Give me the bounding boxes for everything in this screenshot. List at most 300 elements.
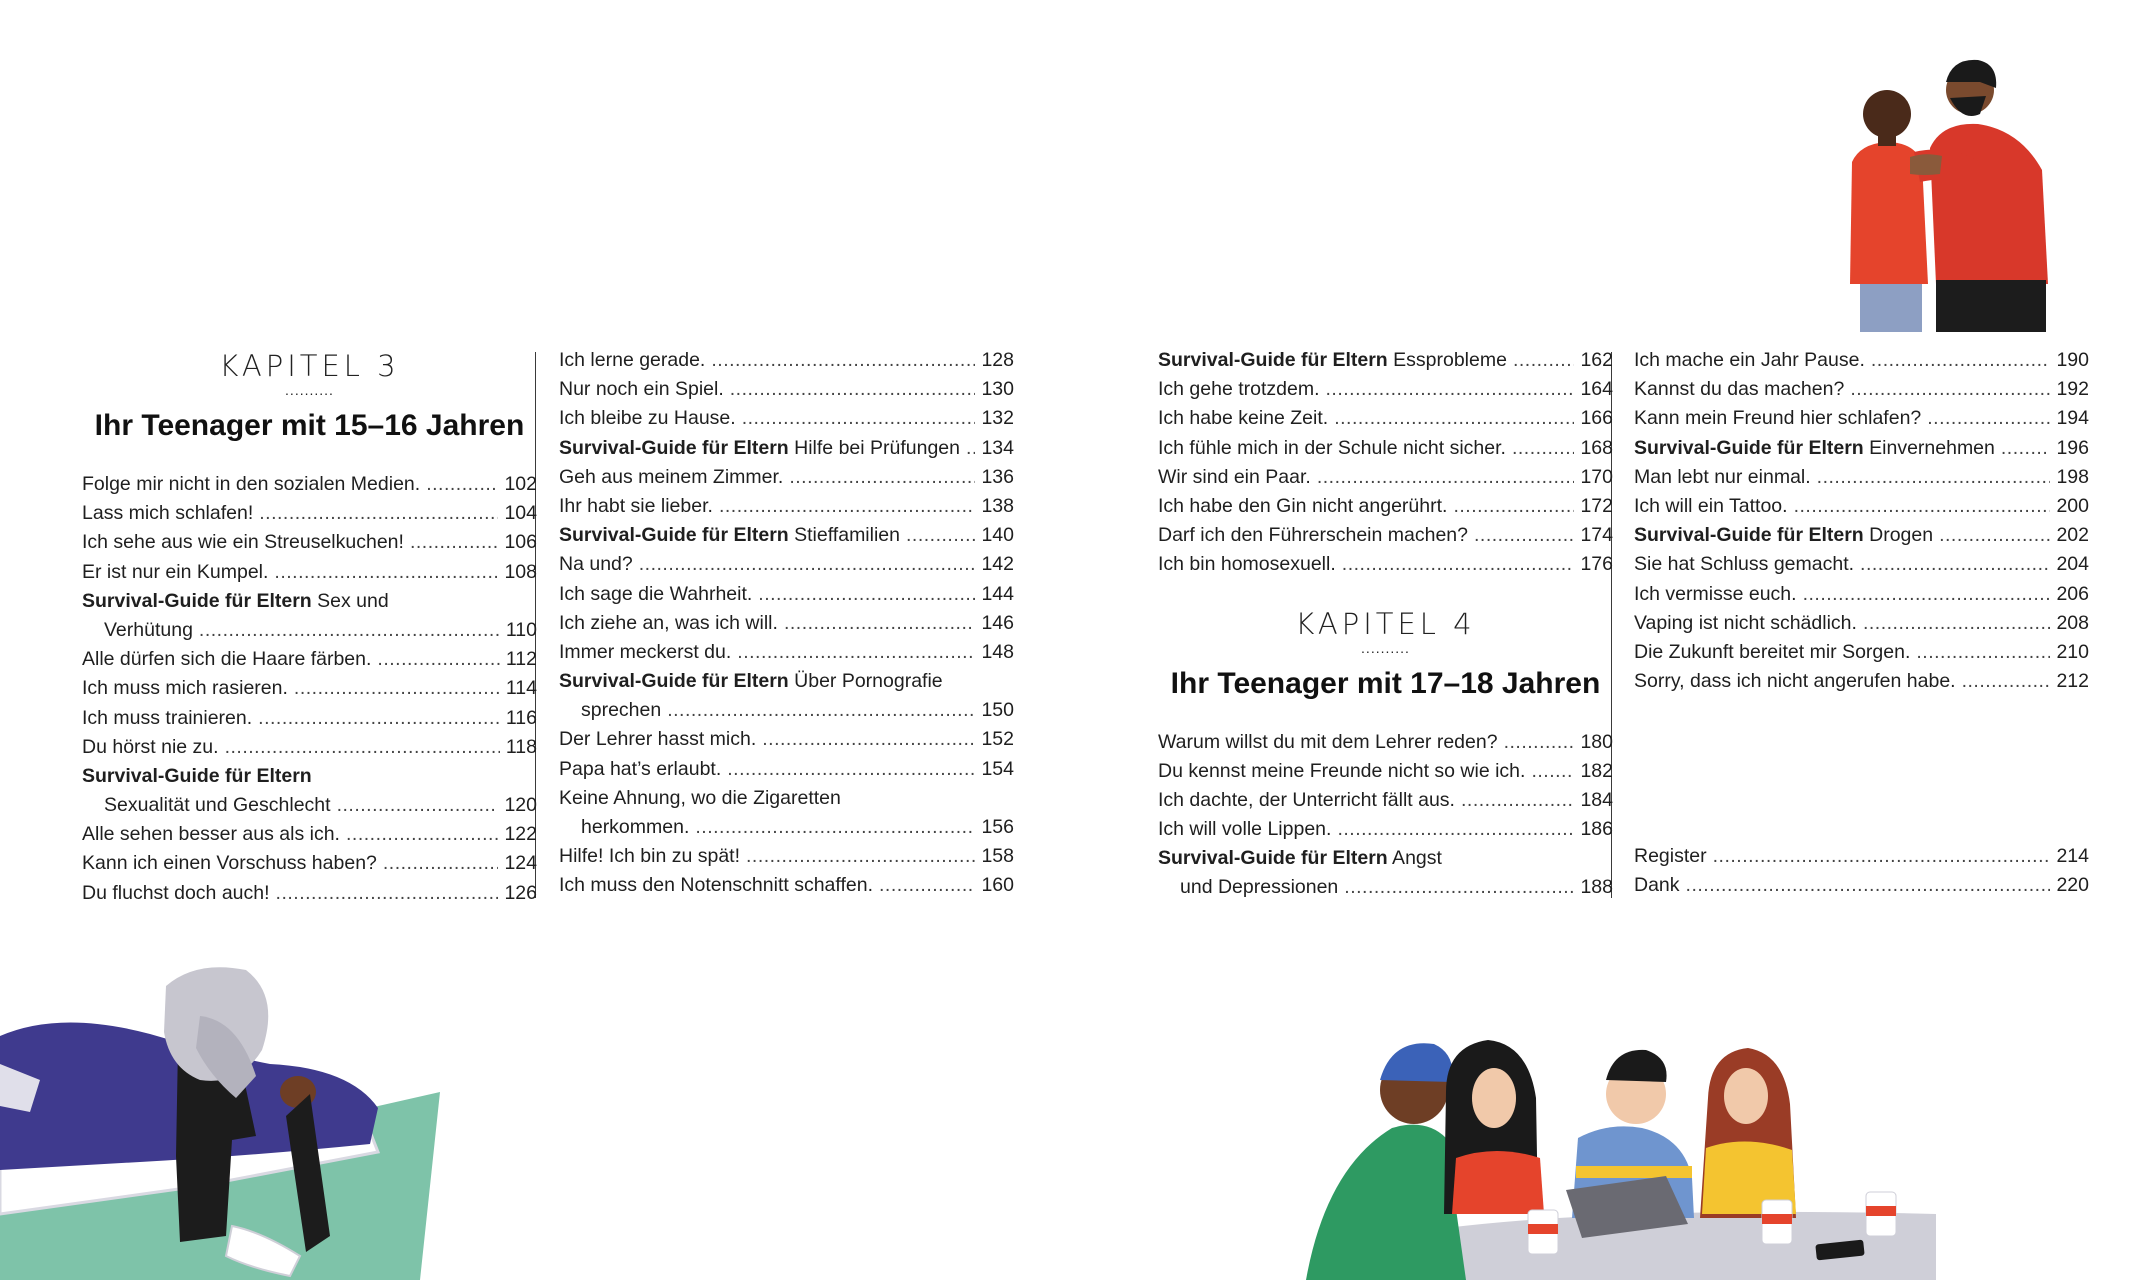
leader-dots bbox=[737, 638, 975, 667]
toc-entry-title bbox=[82, 791, 331, 820]
leader-dots bbox=[784, 609, 976, 638]
toc-entry-title bbox=[1158, 346, 1507, 375]
toc-column-3 bbox=[1158, 346, 1613, 903]
toc-entry-text: Du hörst nie zu. bbox=[82, 735, 219, 758]
toc-entry-text: Er ist nur ein Kumpel. bbox=[82, 560, 269, 583]
toc-entry bbox=[1158, 434, 1613, 463]
toc-entry bbox=[1634, 871, 2089, 900]
toc-entry-text: Ich ziehe an, was ich will. bbox=[559, 611, 778, 634]
toc-entry-title bbox=[82, 733, 219, 762]
toc-entry-title bbox=[559, 404, 736, 433]
leader-dots bbox=[1871, 346, 2051, 375]
toc-page-number: 164 bbox=[1580, 378, 1613, 401]
toc-entry-title bbox=[559, 375, 724, 404]
leader-dots bbox=[719, 492, 976, 521]
toc-entry bbox=[559, 638, 1014, 667]
toc-entry bbox=[559, 609, 1014, 638]
leader-dots bbox=[789, 463, 975, 492]
toc-page-number: 170 bbox=[1580, 465, 1613, 488]
toc-entry-text: Ich fühle mich in der Schule nicht sicher. bbox=[1158, 436, 1506, 459]
toc-entry-title bbox=[559, 667, 943, 696]
leader-dots bbox=[276, 879, 499, 908]
toc-entry-text: und Depressionen bbox=[1180, 876, 1339, 899]
toc-entry bbox=[82, 674, 537, 703]
toc-page-number: 210 bbox=[2056, 640, 2089, 663]
toc-entry-title bbox=[1634, 375, 1844, 404]
toc-entry-text: Na und? bbox=[559, 553, 633, 576]
toc-entry-text: Ich dachte, der Unterricht fällt aus. bbox=[1158, 788, 1455, 811]
toc-column-2 bbox=[559, 346, 1014, 901]
toc-entry-text: Ich vermisse euch. bbox=[1634, 582, 1797, 605]
leader-dots bbox=[1927, 404, 2050, 433]
toc-entry-text: Die Zukunft bereitet mir Sorgen. bbox=[1634, 640, 1911, 663]
toc-entry bbox=[1158, 375, 1613, 404]
toc-page-number: 200 bbox=[2056, 494, 2089, 517]
toc-entry bbox=[559, 492, 1014, 521]
toc-entry bbox=[559, 434, 1014, 463]
toc-entry bbox=[82, 820, 537, 849]
toc-entry bbox=[559, 813, 1014, 842]
toc-entry bbox=[1158, 404, 1613, 433]
toc-entry bbox=[1634, 667, 2089, 696]
leader-dots bbox=[225, 733, 500, 762]
toc-page-number: 162 bbox=[1580, 349, 1613, 371]
toc-page-number: 166 bbox=[1580, 407, 1613, 430]
toc-page-number: 204 bbox=[2056, 553, 2089, 576]
toc-page-number: 168 bbox=[1580, 436, 1613, 459]
toc-entry-title bbox=[1634, 667, 1956, 696]
toc-page-number: 174 bbox=[1580, 524, 1613, 547]
toc-entry-title bbox=[1634, 842, 1707, 871]
toc-entry bbox=[559, 521, 1014, 550]
toc-entry bbox=[1634, 609, 2089, 638]
toc-entry-text: Geh aus meinem Zimmer. bbox=[559, 465, 784, 488]
leader-dots bbox=[1850, 375, 2050, 404]
leader-dots bbox=[1962, 667, 2051, 696]
toc-entry-title bbox=[1634, 404, 1921, 433]
toc-entry bbox=[559, 755, 1014, 784]
chapter-3-title: Ihr Teenager mit 15–16 Jahren bbox=[94, 409, 525, 442]
toc-page-number: 138 bbox=[981, 494, 1014, 517]
leader-dots bbox=[1512, 434, 1575, 463]
toc-entry bbox=[559, 696, 1014, 725]
toc-entry bbox=[559, 404, 1014, 433]
toc-entry-title bbox=[559, 842, 740, 871]
toc-entry-title bbox=[559, 871, 873, 900]
toc-entry bbox=[1158, 815, 1613, 844]
toc-entry bbox=[82, 499, 537, 528]
toc-page-number: 126 bbox=[504, 881, 537, 904]
toc-page-number: 146 bbox=[981, 611, 1014, 634]
toc-entry bbox=[559, 725, 1014, 754]
toc-entry-text: Der Lehrer hasst mich. bbox=[559, 728, 757, 751]
toc-entry bbox=[1634, 463, 2089, 492]
leader-dots bbox=[1342, 550, 1575, 579]
toc-entry-title bbox=[1158, 404, 1328, 433]
toc-page-number: 192 bbox=[2056, 378, 2089, 401]
toc-entry-text: Stieffamilien bbox=[788, 524, 900, 547]
toc-page-number: 120 bbox=[504, 794, 537, 817]
toc-entry-title bbox=[1158, 757, 1525, 786]
toc-page-number: 128 bbox=[981, 349, 1014, 371]
toc-entry-title bbox=[1158, 521, 1468, 550]
toc-entry bbox=[1158, 346, 1613, 375]
toc-entry bbox=[559, 346, 1014, 375]
toc-page-number: 172 bbox=[1580, 494, 1613, 517]
leader-dots bbox=[199, 616, 500, 645]
leader-dots bbox=[742, 404, 976, 433]
leader-dots bbox=[746, 842, 975, 871]
toc-entry-text: Kann mein Freund hier schlafen? bbox=[1634, 407, 1922, 430]
chapter-4-entries bbox=[1158, 728, 1613, 903]
toc-entry-title bbox=[1158, 815, 1331, 844]
toc-page-number: 160 bbox=[981, 874, 1014, 897]
toc-page-number: 112 bbox=[505, 648, 537, 671]
toc-entry-title bbox=[1158, 375, 1320, 404]
toc-entry bbox=[1634, 521, 2089, 550]
leader-dots bbox=[1860, 550, 2050, 579]
toc-page-number: 176 bbox=[1580, 553, 1613, 576]
toc-entry-text: Kannst du das machen? bbox=[1634, 378, 1845, 401]
toc-entry-title bbox=[82, 820, 340, 849]
toc-entry bbox=[559, 463, 1014, 492]
toc-entry-text: Ich sehe aus wie ein Streuselkuchen! bbox=[82, 531, 404, 554]
leader-dots bbox=[426, 470, 498, 499]
toc-entry bbox=[82, 587, 537, 616]
toc-entry-text: Ich sage die Wahrheit. bbox=[559, 582, 753, 605]
leader-dots bbox=[1686, 871, 2051, 900]
toc-entry bbox=[82, 645, 537, 674]
toc-entry-title bbox=[1634, 492, 1788, 521]
leader-dots bbox=[1317, 463, 1575, 492]
toc-entry-text: Drogen bbox=[1863, 524, 1934, 547]
toc-entry-title bbox=[1634, 434, 1995, 463]
toc-entry bbox=[1634, 492, 2089, 521]
leader-dots bbox=[695, 813, 975, 842]
toc-entry-text: Hilfe! Ich bin zu spät! bbox=[559, 845, 741, 868]
toc-entry-title bbox=[559, 463, 783, 492]
leader-dots bbox=[1334, 404, 1574, 433]
toc-entry bbox=[1158, 786, 1613, 815]
toc-entry bbox=[82, 849, 537, 878]
toc-entry bbox=[559, 375, 1014, 404]
chapter-3-label: KAPITEL 3 bbox=[219, 349, 400, 383]
toc-entry bbox=[1158, 463, 1613, 492]
toc-entry bbox=[559, 784, 1014, 813]
toc-entry-title bbox=[559, 521, 900, 550]
leader-dots bbox=[1803, 580, 2051, 609]
toc-page-number: 212 bbox=[2056, 670, 2089, 693]
toc-entry-title bbox=[559, 725, 756, 754]
toc-entry bbox=[1634, 346, 2089, 375]
toc-entry-text: Ich will volle Lippen. bbox=[1158, 818, 1332, 841]
leader-dots bbox=[294, 674, 500, 703]
toc-entry-title bbox=[82, 528, 404, 557]
leader-dots bbox=[1863, 609, 2051, 638]
leader-dots bbox=[377, 645, 499, 674]
survival-guide-label: Survival-Guide für Eltern bbox=[1634, 436, 1864, 459]
toc-entry-text: Über Pornografie bbox=[788, 670, 943, 693]
leader-dots bbox=[1531, 757, 1574, 786]
toc-entry-text: Alle dürfen sich die Haare färben. bbox=[82, 648, 372, 671]
toc-entry-title bbox=[1634, 609, 1857, 638]
toc-entry-text: Lass mich schlafen! bbox=[82, 502, 254, 525]
leader-dots bbox=[906, 521, 975, 550]
toc-page-number: 136 bbox=[981, 465, 1014, 488]
toc-entry-text: Ihr habt sie lieber. bbox=[559, 494, 713, 517]
survival-guide-label: Survival-Guide für Eltern bbox=[82, 589, 312, 612]
survival-guide-label: Survival-Guide für Eltern bbox=[82, 764, 312, 787]
toc-entry-title bbox=[559, 609, 778, 638]
back-matter-entries bbox=[1634, 842, 2089, 900]
toc-page-number: 140 bbox=[981, 524, 1014, 547]
chapter-4-label: KAPITEL 4 bbox=[1295, 606, 1476, 641]
toc-entry-text: herkommen. bbox=[581, 816, 690, 838]
toc-page-number: 132 bbox=[981, 407, 1014, 430]
leader-dots bbox=[2001, 434, 2051, 463]
leader-dots bbox=[966, 434, 975, 463]
toc-entry-title bbox=[1158, 786, 1455, 815]
leader-dots bbox=[727, 755, 975, 784]
toc-page-number: 194 bbox=[2056, 407, 2089, 430]
toc-entry-text: Ich habe keine Zeit. bbox=[1158, 407, 1329, 430]
toc-entry-text: Register bbox=[1634, 845, 1707, 868]
toc-page-number: 186 bbox=[1580, 818, 1613, 841]
toc-entry-title bbox=[559, 813, 689, 842]
toc-entry bbox=[82, 528, 537, 557]
toc-entry-title bbox=[1634, 638, 1910, 667]
toc-page-number: 144 bbox=[981, 582, 1014, 605]
toc-entry-text: Du fluchst doch auch! bbox=[82, 881, 270, 904]
toc-page-number: 148 bbox=[981, 640, 1014, 663]
toc-entry-text: Folge mir nicht in den sozialen Medien. bbox=[82, 473, 421, 495]
toc-page-number: 198 bbox=[2056, 465, 2089, 488]
toc-entry-title bbox=[1634, 521, 1933, 550]
toc-entry-text: Sorry, dass ich nicht angerufen habe. bbox=[1634, 670, 1956, 693]
toc-entry-title bbox=[559, 696, 661, 725]
leader-dots bbox=[879, 871, 975, 900]
toc-entry-text: Du kennst meine Freunde nicht so wie ich. bbox=[1158, 759, 1526, 782]
toc-entry bbox=[559, 842, 1014, 871]
chapter-3-entries bbox=[82, 470, 537, 908]
survival-guide-label: Survival-Guide für Eltern bbox=[1158, 349, 1388, 371]
toc-entry-title bbox=[1158, 492, 1447, 521]
toc-entry-title bbox=[82, 499, 253, 528]
leader-dots bbox=[639, 550, 976, 579]
toc-entry-text: Ich bin homosexuell. bbox=[1158, 553, 1336, 576]
leader-dots bbox=[383, 849, 499, 878]
toc-page-number: 188 bbox=[1580, 876, 1613, 899]
chapter-4-dots: .......... bbox=[1361, 643, 1410, 656]
toc-page-number: 124 bbox=[504, 852, 537, 875]
toc-entry-title bbox=[1158, 844, 1442, 873]
toc-entry bbox=[1158, 844, 1613, 873]
toc-entry-title bbox=[82, 587, 389, 616]
toc-entry bbox=[1634, 404, 2089, 433]
leader-dots bbox=[667, 696, 975, 725]
toc-page-number: 104 bbox=[504, 502, 537, 525]
survival-guide-label: Survival-Guide für Eltern bbox=[1634, 524, 1864, 547]
leader-dots bbox=[1344, 873, 1574, 902]
toc-entry-title bbox=[82, 470, 420, 499]
toc-entry-title bbox=[1634, 550, 1854, 579]
toc-page-number: 106 bbox=[504, 531, 537, 554]
toc-entry bbox=[82, 791, 537, 820]
toc-entry-text: Man lebt nur einmal. bbox=[1634, 465, 1811, 488]
toc-page-number: 196 bbox=[2056, 436, 2089, 459]
toc-entry bbox=[1158, 728, 1613, 757]
toc-entry-text: Warum willst du mit dem Lehrer reden? bbox=[1158, 730, 1498, 753]
toc-page-number: 214 bbox=[2056, 845, 2089, 868]
toc-page-number: 180 bbox=[1580, 730, 1613, 753]
column-2-entries bbox=[559, 346, 1014, 901]
father-son-illustration bbox=[1830, 52, 2070, 332]
toc-entry bbox=[559, 667, 1014, 696]
toc-entry-text: Kann ich einen Vorschuss haben? bbox=[82, 852, 377, 875]
toc-page-number: 110 bbox=[505, 618, 537, 641]
toc-entry-text: Sie hat Schluss gemacht. bbox=[1634, 553, 1855, 576]
toc-entry-text: Darf ich den Führerschein machen? bbox=[1158, 524, 1468, 547]
toc-entry-title bbox=[1158, 728, 1498, 757]
toc-page-number: 134 bbox=[981, 436, 1014, 459]
toc-entry bbox=[1634, 375, 2089, 404]
survival-guide-label: Survival-Guide für Eltern bbox=[559, 524, 789, 547]
leader-dots bbox=[1817, 463, 2051, 492]
toc-entry-title bbox=[1634, 346, 1865, 375]
leader-dots bbox=[1337, 815, 1574, 844]
leader-dots bbox=[730, 375, 976, 404]
toc-entry-title bbox=[1158, 873, 1338, 902]
toc-entry-text: Papa hat’s erlaubt. bbox=[559, 757, 722, 780]
toc-page-number: 122 bbox=[504, 823, 537, 846]
toc-page-number: 158 bbox=[981, 845, 1014, 868]
leader-dots bbox=[410, 528, 499, 557]
toc-entry-text: Hilfe bei Prüfungen bbox=[788, 436, 960, 459]
toc-page-number: 116 bbox=[505, 706, 537, 729]
toc-column-4 bbox=[1634, 346, 2089, 901]
toc-entry-text: Ich lerne gerade. bbox=[559, 349, 706, 371]
toc-entry bbox=[559, 580, 1014, 609]
leader-dots bbox=[1326, 375, 1575, 404]
chapter-4-title: Ihr Teenager mit 17–18 Jahren bbox=[1170, 666, 1601, 700]
toc-entry bbox=[1158, 873, 1613, 902]
toc-entry-title bbox=[82, 849, 377, 878]
toc-entry-title bbox=[559, 784, 841, 813]
toc-entry bbox=[82, 733, 537, 762]
toc-entry-text: Essprobleme bbox=[1387, 349, 1507, 371]
toc-entry-text: Vaping ist nicht schädlich. bbox=[1634, 611, 1857, 634]
toc-entry bbox=[1634, 434, 2089, 463]
toc-entry-title bbox=[1634, 580, 1797, 609]
toc-entry-title bbox=[82, 558, 268, 587]
toc-entry-title bbox=[559, 755, 721, 784]
toc-entry-title bbox=[1158, 550, 1336, 579]
toc-page-number: 206 bbox=[2056, 582, 2089, 605]
toc-entry-text: Ich bleibe zu Hause. bbox=[559, 407, 736, 430]
toc-entry-text: Einvernehmen bbox=[1863, 436, 1995, 459]
toc-entry bbox=[1634, 638, 2089, 667]
leader-dots bbox=[274, 558, 498, 587]
toc-entry-title bbox=[559, 492, 713, 521]
survival-guide-label: Survival-Guide für Eltern bbox=[559, 670, 789, 693]
toc-entry-text: Ich mache ein Jahr Pause. bbox=[1634, 349, 1865, 371]
toc-page-number: 150 bbox=[981, 699, 1014, 722]
toc-entry-title bbox=[82, 762, 312, 791]
toc-entry-title bbox=[559, 580, 752, 609]
toc-entry-text: Ich muss den Notenschnitt schaffen. bbox=[559, 874, 873, 897]
toc-entry-title bbox=[559, 434, 960, 463]
toc-page-number: 130 bbox=[981, 378, 1014, 401]
toc-entry-text: Sexualität und Geschlecht bbox=[104, 794, 331, 817]
toc-entry-text: Nur noch ein Spiel. bbox=[559, 378, 724, 401]
leader-dots bbox=[1504, 728, 1575, 757]
toc-entry-title bbox=[82, 704, 252, 733]
toc-entry-title bbox=[82, 645, 371, 674]
toc-page-number: 142 bbox=[981, 553, 1014, 576]
leader-dots bbox=[1939, 521, 2050, 550]
chapter-3-dots: .......... bbox=[285, 386, 334, 398]
leader-dots bbox=[1794, 492, 2051, 521]
toc-page-number: 118 bbox=[505, 735, 537, 758]
toc-entry bbox=[82, 704, 537, 733]
toc-entry-title bbox=[559, 550, 633, 579]
toc-entry-text: Ich gehe trotzdem. bbox=[1158, 378, 1320, 401]
toc-entry bbox=[1158, 550, 1613, 579]
toc-page-number: 220 bbox=[2056, 874, 2089, 897]
toc-entry bbox=[82, 616, 537, 645]
toc-entry-text: Ich muss mich rasieren. bbox=[82, 677, 288, 700]
toc-page-number: 156 bbox=[981, 816, 1014, 838]
sad-teen-on-bed-illustration bbox=[0, 956, 440, 1280]
toc-entry-text: sprechen bbox=[581, 699, 662, 722]
toc-entry-text: Wir sind ein Paar. bbox=[1158, 465, 1311, 488]
toc-entry-text: Ich habe den Gin nicht angerührt. bbox=[1158, 494, 1448, 517]
leader-dots bbox=[1461, 786, 1574, 815]
toc-entry-text: Alle sehen besser aus als ich. bbox=[82, 823, 340, 846]
leader-dots bbox=[258, 704, 500, 733]
toc-entry bbox=[1634, 580, 2089, 609]
toc-entry-title bbox=[559, 638, 731, 667]
leader-dots bbox=[1916, 638, 2050, 667]
toc-entry bbox=[82, 879, 537, 908]
leader-dots bbox=[1513, 346, 1575, 375]
toc-entry bbox=[1158, 757, 1613, 786]
leader-dots bbox=[1453, 492, 1574, 521]
toc-page-number: 154 bbox=[981, 757, 1014, 780]
toc-page-number: 152 bbox=[981, 728, 1014, 751]
toc-entry-text: Keine Ahnung, wo die Zigaretten bbox=[559, 786, 841, 809]
toc-entry-text: Angst bbox=[1387, 847, 1442, 870]
toc-page-number: 108 bbox=[504, 560, 537, 583]
toc-entry-text: Immer meckerst du. bbox=[559, 640, 732, 663]
toc-entry-text: Sex und bbox=[311, 589, 389, 612]
toc-page-number: 102 bbox=[504, 473, 537, 495]
toc-page-number: 184 bbox=[1580, 788, 1613, 811]
toc-entry-title bbox=[1158, 434, 1506, 463]
toc-entry-title bbox=[559, 346, 705, 375]
toc-page-number: 202 bbox=[2056, 524, 2089, 547]
toc-entry-title bbox=[82, 674, 288, 703]
toc-column-1 bbox=[82, 346, 537, 908]
toc-entry bbox=[1158, 521, 1613, 550]
toc-entry-text: Verhütung bbox=[104, 618, 193, 641]
toc-entry-title bbox=[1158, 463, 1311, 492]
toc-entry-text: Ich muss trainieren. bbox=[82, 706, 253, 729]
leader-dots bbox=[259, 499, 498, 528]
toc-entry bbox=[1634, 550, 2089, 579]
toc-entry bbox=[1634, 842, 2089, 871]
survival-guide-label: Survival-Guide für Eltern bbox=[559, 436, 789, 459]
